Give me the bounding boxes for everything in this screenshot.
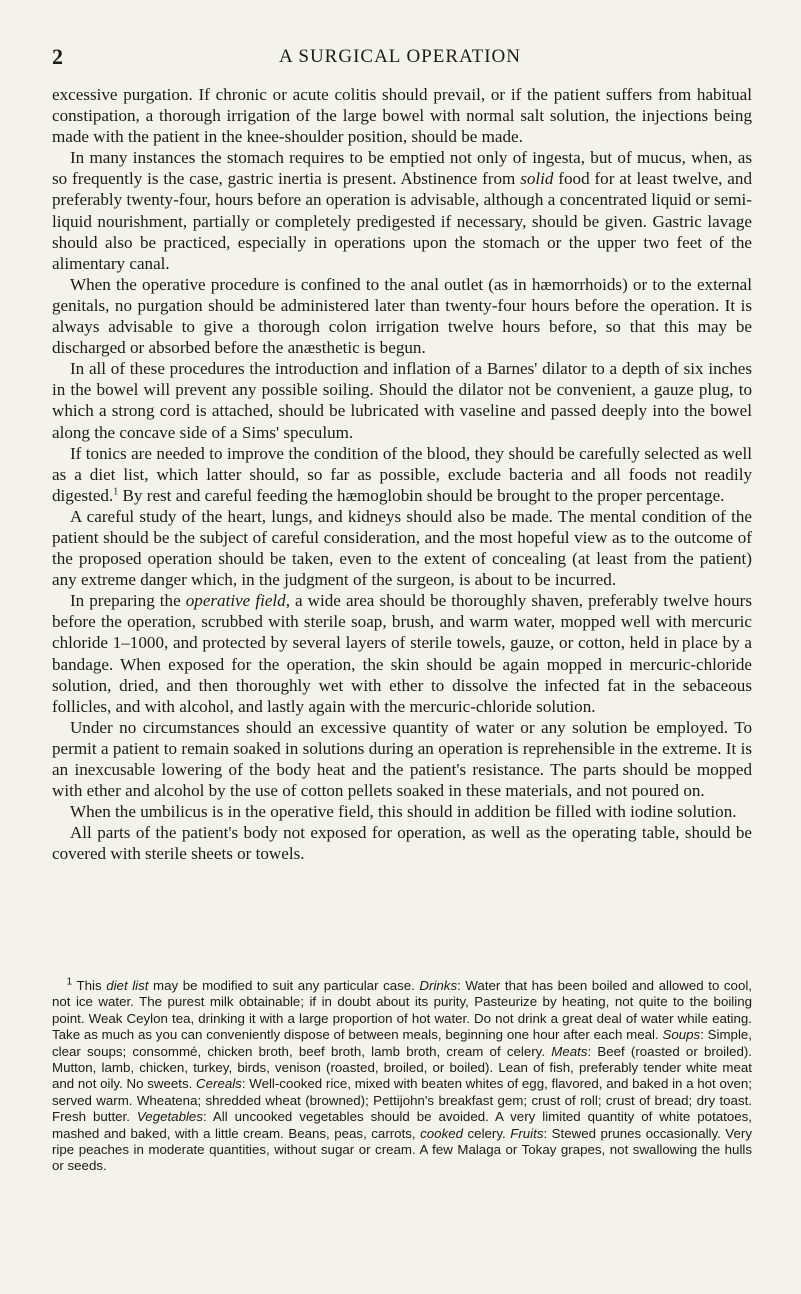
- paragraph: [52, 274, 752, 358]
- text-run: In many instances the stomach requires to be emptied not only of ingesta, but of mucus, when, as so frequently is the case, gastric inertia is present. Abstinence from: [52, 148, 752, 189]
- emphasis-text: cooked: [420, 1125, 464, 1141]
- paragraph: [52, 358, 752, 442]
- footnote-section: [52, 978, 752, 1175]
- text-run: When the umbilicus is in the operative field, this should in addition be filled with iodine solution.: [69, 802, 737, 822]
- emphasis-text: operative field,: [185, 591, 290, 611]
- text-run: In all of these procedures the introduction and inflation of a Barnes' dilator to a depth of six inches in the bowel will prevent any possible soiling. Should the dilator not be convenient, a gauze plug, to which a strong cord is attached, should be lubricated with vaseline and passed deeply into the bowel along the concave side of a Sims' speculum.: [52, 359, 752, 442]
- text-run: celery.: [463, 1125, 511, 1141]
- text-run: A careful study of the heart, lungs, and kidneys should also be made. The mental condition of the patient should be the subject of careful consideration, and the most hopeful view as to the outcome of the proposed operation should be taken, even to the extent of concealing (at least from the patient) any extreme danger which, in the judgment of the surgeon, is about to be incurred.: [52, 506, 752, 590]
- footnote-marker: 1: [66, 976, 73, 988]
- text-run: By rest and careful feeding the hæmoglobin should be brought to the proper percentage.: [118, 485, 725, 505]
- text-run: If tonics are needed to improve the condition of the blood, they should be carefully selected as well as a diet list, which latter should, so far as possible, exclude bacteria and all foods not readily digested.: [52, 443, 752, 505]
- text-run: may be modified to suit any particular case.: [148, 978, 420, 993]
- text-run: All parts of the patient's body not exposed for operation, as well as the operating table, should be covered with sterile sheets or towels.: [52, 823, 752, 864]
- main-text: [52, 84, 752, 864]
- text-run: : Beef (roasted or broiled). Mutton, lamb, chicken, turkey, birds, venison (roasted, broiled, or boiled). Lean of fish, preferably tender white meat and not oily. No sweets.: [52, 1043, 752, 1092]
- text-run: excessive purgation. If chronic or acute colitis should prevail, or if the patient suffers from habitual constipation, a thorough irrigation of the large bowel with normal salt solution, the injections being made with the patient in the knee-shoulder position, should be made.: [52, 85, 752, 147]
- text-run: In preparing the: [69, 591, 186, 611]
- emphasis-text: Soups: [662, 1027, 701, 1043]
- paragraph: [52, 801, 752, 822]
- emphasis-text: solid: [520, 169, 554, 189]
- paragraph: [52, 84, 752, 147]
- text-run: : Simple, clear soups; consommé, chicken broth, beef broth, lamb broth, cream of celery.: [52, 1027, 752, 1059]
- text-run: a wide area should be thoroughly shaven, preferably twelve hours before the operation, scrubbed with sterile soap, brush, and warm water, mopped well with mercuric chloride 1–1000, and protected by several layers of sterile towels, gauze, or cotton, held in place by a bandage. When exposed for the operation, the skin should be again mopped in mercuric-chloride solution, dried, and then thoroughly wet with ether to dissolve the infected fat in the sebaceous follicles, and with alcohol, and lastly again with the mercuric-chloride solution.: [52, 591, 752, 716]
- paragraph: [52, 822, 752, 864]
- paragraph: [52, 590, 752, 717]
- paragraph: [52, 147, 752, 274]
- text-run: : Water that has been boiled and allowed to cool, not ice water. The purest milk obtainable; if in doubt about its purity, Pasteurize by heating, not quite to the boiling point. Weak Ceylon tea, drinking it with a large proportion of hot water. Do not drink a great deal of water while eating. Take as much as you can conveniently dispose of between meals, beginning one hour after each meal.: [52, 978, 752, 1043]
- footnote-marker: 1: [113, 486, 119, 498]
- page-number: 2: [52, 44, 63, 69]
- paragraph: [52, 506, 752, 590]
- emphasis-text: Drinks: [419, 978, 458, 993]
- emphasis-text: diet list: [106, 978, 149, 993]
- text-run: : All uncooked vegetables should be avoided. A very limited quantity of white potatoes, mashed and baked, with a little cream. Beans, peas, carrots,: [52, 1109, 752, 1141]
- text-run: : Well-cooked rice, mixed with beaten whites of egg, flavored, and baked in a hot oven; served warm. Wheatena; shredded wheat (browned); Pettijohn's breakfast gem; crust of roll; crust of bread; dry toast. Fresh butter.: [52, 1076, 752, 1125]
- emphasis-text: Vegetables: [136, 1109, 203, 1125]
- footnote: [52, 978, 752, 1175]
- text-run: Under no circumstances should an excessive quantity of water or any solution be employed. To permit a patient to remain soaked in solutions during an operation is reprehensible in the extreme. It is an inexcusable lowering of the body heat and the patient's resistance. The parts should be mopped with ether and alcohol by the use of cotton pellets soaked in these materials, and not poured on.: [52, 717, 752, 801]
- emphasis-text: Fruits: [510, 1125, 544, 1141]
- emphasis-text: Meats: [551, 1043, 588, 1059]
- text-run: food for at least twelve, and preferably twenty-four, hours before an operation is advisable, although a concentrated liquid or semi-liquid nourishment, partially or completely predigested if necessary, should be given. Gastric lavage should also be practiced, especially in operations upon the stomach or the upper two feet of the alimentary canal.: [52, 169, 752, 273]
- running-head: A SURGICAL OPERATION: [278, 46, 522, 67]
- emphasis-text: Cereals: [196, 1076, 242, 1092]
- page-header: [50, 44, 750, 74]
- text-run: : Stewed prunes occasionally. Very ripe peaches in moderate quantities, without sugar or cream. A few Malaga or Tokay grapes, not swallowing the hulls or seeds.: [52, 1125, 752, 1174]
- paragraph: [52, 443, 752, 506]
- text-run: When the operative procedure is confined to the anal outlet (as in hæmorrhoids) or to the external genitals, no purgation should be administered later than twenty-four hours before the operation. It is always advisable to give a thorough colon irrigation twelve hours before, so that this may be discharged or absorbed before the anæsthetic is begun.: [52, 274, 752, 358]
- text-run: This: [72, 978, 107, 993]
- paragraph: [52, 717, 752, 801]
